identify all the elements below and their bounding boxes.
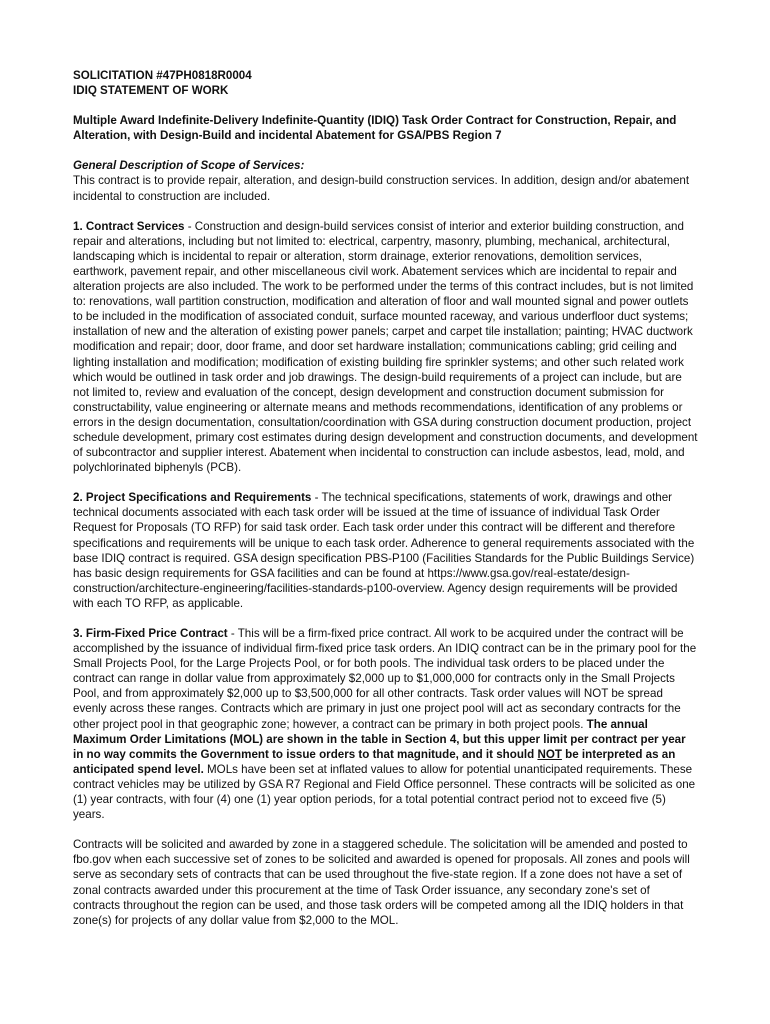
section-contract-services [73,219,698,476]
section-3-text: - This will be a firm-fixed price contract. All work to be acquired under the contract will be accomplished by the issuance of individual firm-fixed price task orders. An IDIQ contract can be in the primary pool for the Small Projects Pool, for the Large Projects Pool, or for both pools. The individual task orders to be placed under the contract can range in dollar value from approximately $2,000 up to $1,000,000 for contracts only in the Small Projects Pool, and from approximately $2,000 up to $3,500,000 for all other contracts. Task order values will NOT be spread evenly across these ranges. Contracts which are primary in just one project pool will act as secondary contracts for the other project pool in that geographic zone; however, a contract can be primary in both project pools. [73,627,697,731]
section-firm-fixed-price [73,626,698,822]
section-3-text-continued: MOLs have been set at inflated values to allow for potential unanticipated requirements. These contract vehicles may be utilized by GSA R7 Regional and Field Office personnel. These contracts will be solicited as one (1) year contracts, with four (4) one (1) year option periods, for a total potential contract period not to exceed five (5) years. [73,762,696,822]
statement-of-work-label: IDIQ STATEMENT OF WORK [73,84,229,98]
section-3-not-emphasis: NOT [537,747,562,761]
general-description-colon: : [300,159,305,173]
section-3-heading: 3. Firm-Fixed Price Contract [73,627,228,640]
section-project-specifications [73,490,698,611]
section-2-heading: 2. Project Specifications and Requirements [73,491,312,505]
section-3-mol-statement-end: be interpreted as an anticipated spend level. [73,747,676,776]
section-1-heading: 1. Contract Services [73,219,185,233]
general-description-heading-text: General Description of Scope of Services [73,159,301,173]
section-1-text: - Construction and design-build services consist of interior and exterior building construction, and repair and alterations, including but not limited to: electrical, carpentry, masonry, plumbing, mechanical, architectural, landscaping which is incidental to repair or alteration, storm drainage, exterior renovations, demolition services, earthwork, pavement repair, and other miscellaneous civil work. Abatement services which are incidental to repair and alteration projects are also included. The work to be performed under the terms of this contract includes, but is not limited to: renovations, wall partition construction, modification and alteration of floor and wall mounted signal and power outlets to be included in the modification of associated conduit, surface mounted raceway, and various underfloor duct systems; installation of new and the alteration of existing power panels; carpet and carpet tile installation; painting; HVAC ductwork modification and repair; door, door frame, and door set hardware installation; communications cabling; grid ceiling and lighting installation and modification; modification of existing building fire sprinkler systems; and other such related work which would be outlined in task order and job drawings. The design-build requirements of a project can include, but are not limited to, review and evaluation of the concept, design development and construction document submission for constructability, value engineering or alternate means and methods recommendations, identification of any problems or errors in the design documentation, consultation/coordination with GSA during construction document production, project schedule development, primary cost estimates during design development and construction documents, and development of subcontractor and supplier interest. Abatement when incidental to construction can include asbestos, lead, mold, and polychlorinated biphenyls (PCB). [73,219,698,475]
section-3-mol-statement: The annual Maximum Order Limitations (MOL) are shown in the table in Section 4, but this upper limit per contract per year in no way commits the Government to issue orders to that magnitude, and it should [73,717,686,761]
general-description-text: This contract is to provide repair, alteration, and design-build construction services. In addition, design and/or abatement incidental to construction are included. [73,174,690,203]
solicitation-number: SOLICITATION #47PH0818R0004 [73,69,252,82]
document-page [73,68,698,928]
document-title: Multiple Award Indefinite-Delivery Indefinite-Quantity (IDIQ) Task Order Contract for Construction, Repair, and Alteration, with Design-Build and incidental Abatement for GSA/PBS Region 7 [73,114,677,143]
section-2-text: - The technical specifications, statements of work, drawings and other technical documents associated with each task order will be issued at the time of issuance of individual Task Order Request for Proposals (TO RFP) for said task order. Each task order under this contract will be different and therefore specifications and requirements will be unique to each task order. Adherence to general requirements associated with the base IDIQ contract is required. GSA design specification PBS-P100 (Facilities Standards for the Public Buildings Service) has basic design requirements for GSA facilities and can be found at https://www.gsa.gov/real-estate/design-construction/architecture-engineering/facilities-standards-p100-overview. Agency design requirements will be provided with each TO RFP, as applicable. [73,491,695,610]
general-description-heading [73,158,698,173]
closing-paragraph: Contracts will be solicited and awarded by zone in a staggered schedule. The solicitation will be amended and posted to fbo.gov when each successive set of zones to be solicited and awarded is opened for proposals. All zones and pools will serve as secondary sets of contracts that can be used throughout the five-state region. If a zone does not have a set of zonal contracts awarded under this procurement at the time of Task Order issuance, any secondary zone's set of contracts throughout the region can be used, and those task orders will be competed among all the IDIQ holders in that zone(s) for projects of any dollar value from $2,000 to the MOL. [73,838,690,927]
